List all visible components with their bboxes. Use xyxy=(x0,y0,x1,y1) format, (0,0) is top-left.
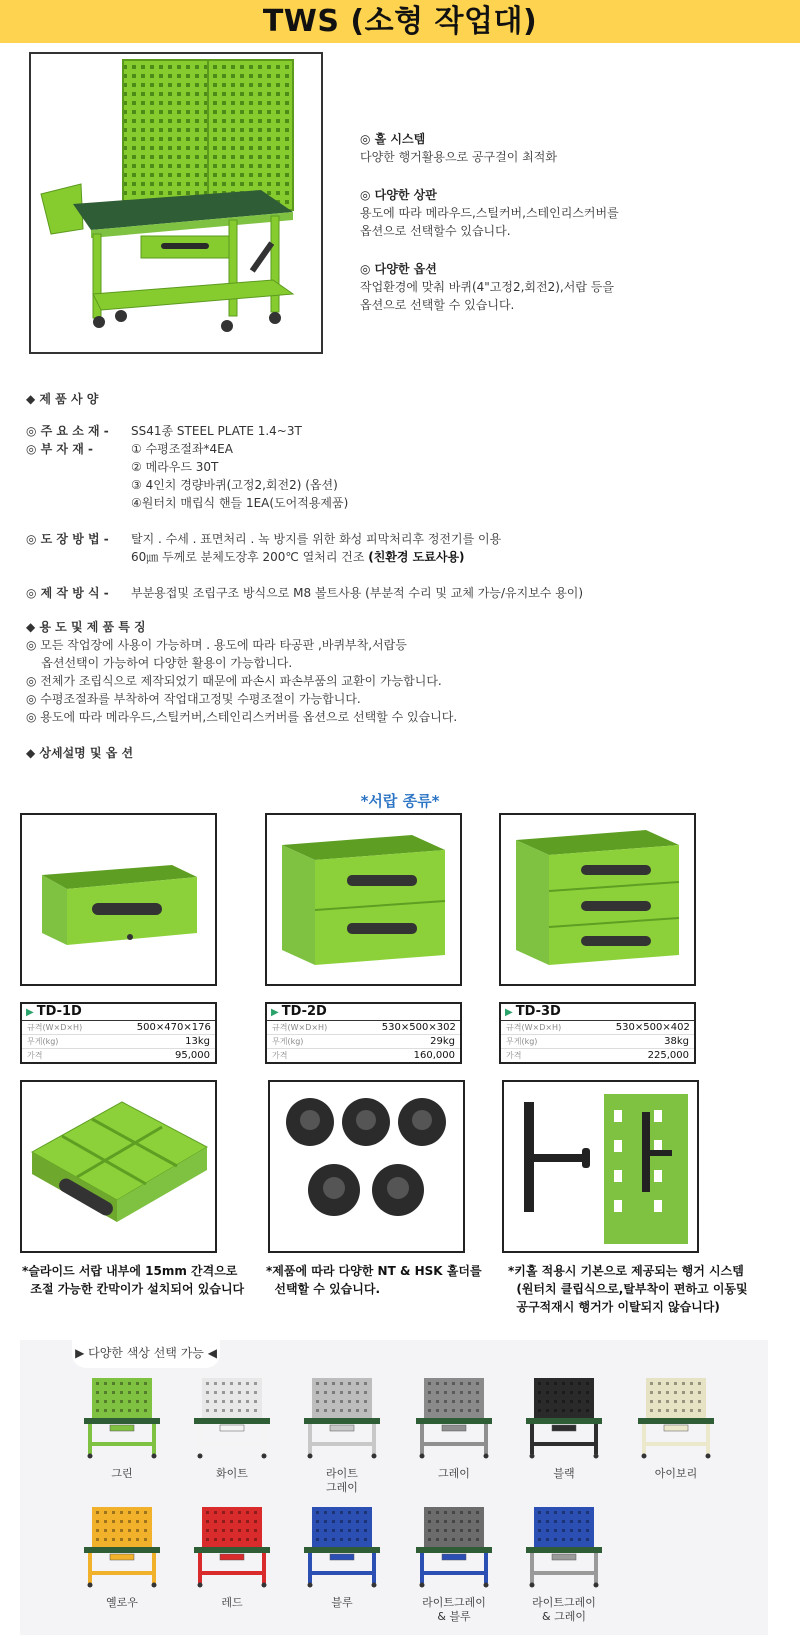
spec-card-td-2d: ▶ TD-2D 규격(W×D×H) 530×500×302 무게(kg) 29kg 가격 160,000 xyxy=(265,1002,462,1064)
usage-line: ◎ 용도에 따라 메라우드,스틸커버,스테인리스커버를 옵션으로 선택할 수 있습니다. xyxy=(26,710,458,724)
triangle-icon: ▶ xyxy=(271,1007,279,1018)
color-swatch-label: 화이트 xyxy=(216,1467,248,1480)
drawer-types-title: *서랍 종류* xyxy=(360,792,440,810)
spec-make: ◎ 제 작 방 식 - 부분용접및 조립구조 방식으로 M8 볼트사용 (부분적 수리 및 교체 가능/유지보수 용이) xyxy=(26,586,584,600)
caption-holder: *제품에 따라 다양한 NT & HSK 홀더를 선택할 수 있습니다. xyxy=(266,1264,482,1296)
workbench-thumbnail xyxy=(410,1376,498,1460)
workbench-thumbnail xyxy=(410,1505,498,1589)
usage-heading: ◆ 용 도 및 제 품 특 징 xyxy=(26,620,146,634)
spec-card-td-3d: ▶ TD-3D 규격(W×D×H) 530×500×402 무게(kg) 38kg 가격 225,000 xyxy=(499,1002,696,1064)
color-options-tab: ▶ 다양한 색상 선택 가능 ◀ xyxy=(72,1338,220,1368)
workbench-thumbnail xyxy=(632,1376,720,1460)
color-swatch-label: 옐로우 xyxy=(106,1596,138,1609)
spec-material: ◎ 주 요 소 재 - SS41종 STEEL PLATE 1.4~3T xyxy=(26,424,302,438)
drawer-divider-image xyxy=(20,1080,217,1253)
usage-line: ◎ 전체가 조립식으로 제작되었기 때문에 파손시 파손부품의 교환이 가능합니다. xyxy=(26,674,442,688)
hero-product-image xyxy=(29,52,323,354)
color-options-panel xyxy=(20,1340,768,1635)
holder-image xyxy=(268,1080,465,1253)
workbench-thumbnail xyxy=(298,1376,386,1460)
usage-line: ◎ 모든 작업장에 사용이 가능하며 . 용도에 따라 타공판 ,바퀴부착,서랍등 xyxy=(26,638,407,652)
caption-divider: *슬라이드 서랍 내부에 15mm 간격으로 조절 가능한 칸막이가 설치되어 있습니다 xyxy=(22,1264,245,1296)
workbench-thumbnail xyxy=(520,1376,608,1460)
color-swatch[interactable] xyxy=(298,1505,386,1610)
feature-hole-system: ◎ 홀 시스템 다양한 행거활용으로 공구걸이 최적화 xyxy=(360,132,557,164)
color-swatch[interactable] xyxy=(298,1376,386,1495)
workbench-thumbnail xyxy=(78,1505,166,1589)
color-swatch[interactable] xyxy=(632,1376,720,1481)
spec-paint: ◎ 도 장 방 법 - 탈지 . 수세 . 표면처리 . 녹 방지를 위한 화성 피막처리후 정전기를 이용 60㎛ 두께로 분체도장후 200℃ 열처리 건조 (친환경 도료사용) xyxy=(26,532,502,564)
color-swatch-label: 블루 xyxy=(331,1596,353,1609)
color-swatch[interactable] xyxy=(78,1505,166,1610)
title-banner xyxy=(0,0,800,43)
color-swatch-label: 그레이 xyxy=(438,1467,470,1480)
feature-top-plate: ◎ 다양한 상판 용도에 따라 메라우드,스틸커버,스테인리스커버를 옵션으로 선택할수 있습니다. xyxy=(360,188,619,238)
triangle-icon: ▶ xyxy=(26,1007,34,1018)
workbench-thumbnail xyxy=(188,1505,276,1589)
page-title: TWS (소형 작업대) xyxy=(262,4,538,39)
color-swatch-label: 그린 xyxy=(111,1467,133,1480)
hanger-image xyxy=(502,1080,699,1253)
color-swatch[interactable] xyxy=(188,1376,276,1481)
usage-line: ◎ 수평조절좌를 부착하여 작업대고정및 수평조절이 가능합니다. xyxy=(26,692,361,706)
spec-heading: ◆ 제 품 사 양 xyxy=(26,392,99,406)
workbench-thumbnail xyxy=(520,1505,608,1589)
color-swatch-label: 라이트그레이 & 그레이 xyxy=(532,1596,596,1623)
spec-section xyxy=(26,390,786,762)
color-swatch[interactable] xyxy=(78,1376,166,1481)
workbench-thumbnail xyxy=(298,1505,386,1589)
workbench-illustration xyxy=(31,54,321,352)
spec-card-td-1d: ▶ TD-1D 규격(W×D×H) 500×470×176 무게(kg) 13kg 가격 95,000 xyxy=(20,1002,217,1064)
detail-heading: ◆ 상세설명 및 옵 션 xyxy=(26,746,134,760)
workbench-thumbnail xyxy=(188,1376,276,1460)
triangle-icon: ▶ xyxy=(505,1007,513,1018)
color-swatch[interactable] xyxy=(520,1505,608,1624)
color-swatch-label: 라이트그레이 & 블루 xyxy=(422,1596,486,1623)
color-swatch-label: 라이트 그레이 xyxy=(326,1467,358,1494)
color-swatch[interactable] xyxy=(410,1376,498,1481)
color-swatch[interactable] xyxy=(410,1505,498,1624)
caption-hanger: *키홀 적용시 기본으로 제공되는 행거 시스템 (원터치 클립식으로,탈부착이 편하고 이동및 공구적재시 행거가 이탈되지 않습니다) xyxy=(508,1264,748,1314)
drawer-3d-image xyxy=(499,813,696,986)
spec-parts: ◎ 부 자 재 - ① 수평조절좌*4EA ② 메라우드 30T ③ 4인치 경량바퀴(고정2,회전2) (옵션) ④원터치 매립식 핸들 1EA(도어적용제품) xyxy=(26,442,349,510)
feature-options: ◎ 다양한 옵션 작업환경에 맞춰 바퀴(4"고정2,회전2),서랍 등을 옵션으로 선택할 수 있습니다. xyxy=(360,262,614,312)
drawer-1d-image xyxy=(20,813,217,986)
color-swatch-label: 블랙 xyxy=(553,1467,575,1480)
color-swatch[interactable] xyxy=(188,1505,276,1610)
color-swatch-label: 아이보리 xyxy=(654,1467,698,1480)
color-swatch[interactable] xyxy=(520,1376,608,1481)
feature-list xyxy=(360,130,790,334)
workbench-thumbnail xyxy=(78,1376,166,1460)
color-swatch-label: 레드 xyxy=(221,1596,243,1609)
drawer-2d-image xyxy=(265,813,462,986)
usage-line: 옵션선택이 가능하여 다양한 활용이 가능합니다. xyxy=(26,656,293,670)
